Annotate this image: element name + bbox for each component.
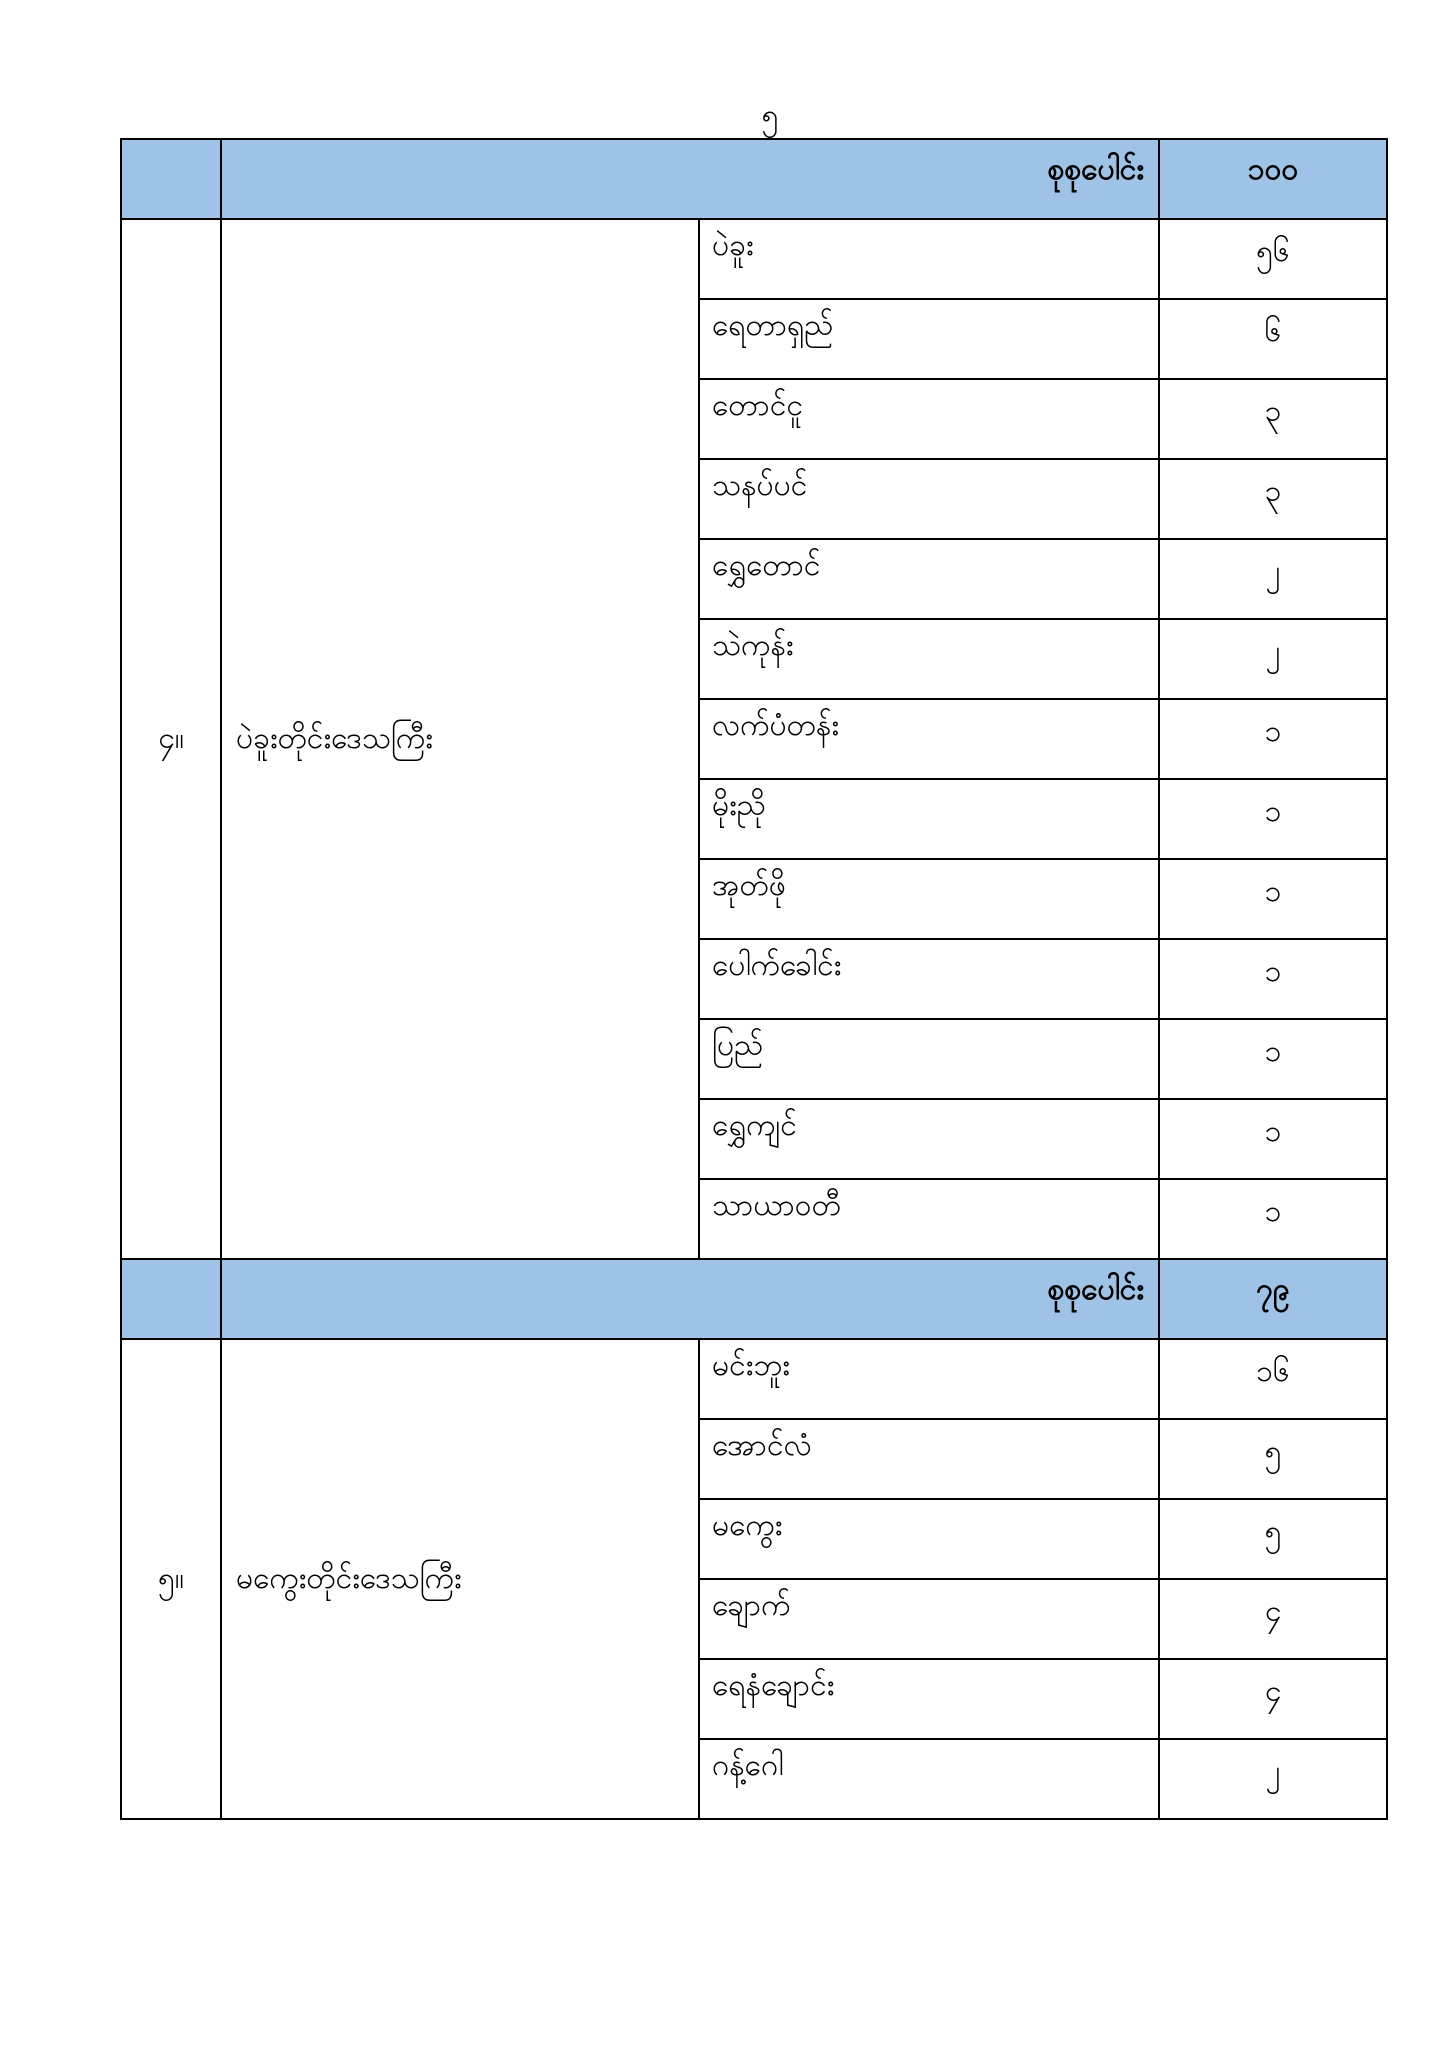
township-count: ၂ [1159,1739,1387,1819]
township-name: သဲကုန်း [699,619,1159,699]
total-index-cell [121,1259,221,1339]
township-count: ၅၆ [1159,219,1387,299]
township-name: တောင်ငူ [699,379,1159,459]
township-name: ရွှေကျင် [699,1099,1159,1179]
township-name: မကွေး [699,1499,1159,1579]
township-name: ရေနံချောင်း [699,1659,1159,1739]
township-name: သနပ်ပင် [699,459,1159,539]
table-row [121,219,1387,299]
table-row [121,1339,1387,1419]
township-count: ၁ [1159,939,1387,1019]
township-count-table [120,138,1388,1820]
total-row [121,139,1387,219]
township-count: ၅ [1159,1419,1387,1499]
township-count: ၁ [1159,1099,1387,1179]
section-index: ၄။ [121,219,221,1259]
township-name: မိုးညို [699,779,1159,859]
township-name: ပဲခူး [699,219,1159,299]
total-label: စုစုပေါင်း [221,1259,1159,1339]
total-index-cell [121,139,221,219]
township-name: ချောက် [699,1579,1159,1659]
township-name: အောင်လံ [699,1419,1159,1499]
total-value: ၇၉ [1159,1259,1387,1339]
township-name: ဂန့်ဂေါ [699,1739,1159,1819]
township-count: ၂ [1159,539,1387,619]
township-count: ၁ [1159,699,1387,779]
township-count: ၄ [1159,1659,1387,1739]
township-count: ၅ [1159,1499,1387,1579]
township-count: ၃ [1159,459,1387,539]
township-count: ၁၆ [1159,1339,1387,1419]
page-number: ၅ [761,98,779,133]
township-name: ရေတာရှည် [699,299,1159,379]
total-row [121,1259,1387,1339]
township-count: ၁ [1159,859,1387,939]
township-count: ၄ [1159,1579,1387,1659]
region-name: ပဲခူးတိုင်းဒေသကြီး [221,219,699,1259]
township-name: သာယာဝတီ [699,1179,1159,1259]
region-name: မကွေးတိုင်းဒေသကြီး [221,1339,699,1819]
total-label: စုစုပေါင်း [221,139,1159,219]
township-name: ပြည် [699,1019,1159,1099]
township-count: ၃ [1159,379,1387,459]
township-count: ၁ [1159,1179,1387,1259]
township-name: ရွှေတောင် [699,539,1159,619]
township-count: ၁ [1159,1019,1387,1099]
township-count: ၆ [1159,299,1387,379]
township-count: ၂ [1159,619,1387,699]
total-value: ၁၀၀ [1159,139,1387,219]
township-name: မင်းဘူး [699,1339,1159,1419]
township-count: ၁ [1159,779,1387,859]
township-name: အုတ်ဖို [699,859,1159,939]
township-name: လက်ပံတန်း [699,699,1159,779]
township-name: ပေါက်ခေါင်း [699,939,1159,1019]
section-index: ၅။ [121,1339,221,1819]
